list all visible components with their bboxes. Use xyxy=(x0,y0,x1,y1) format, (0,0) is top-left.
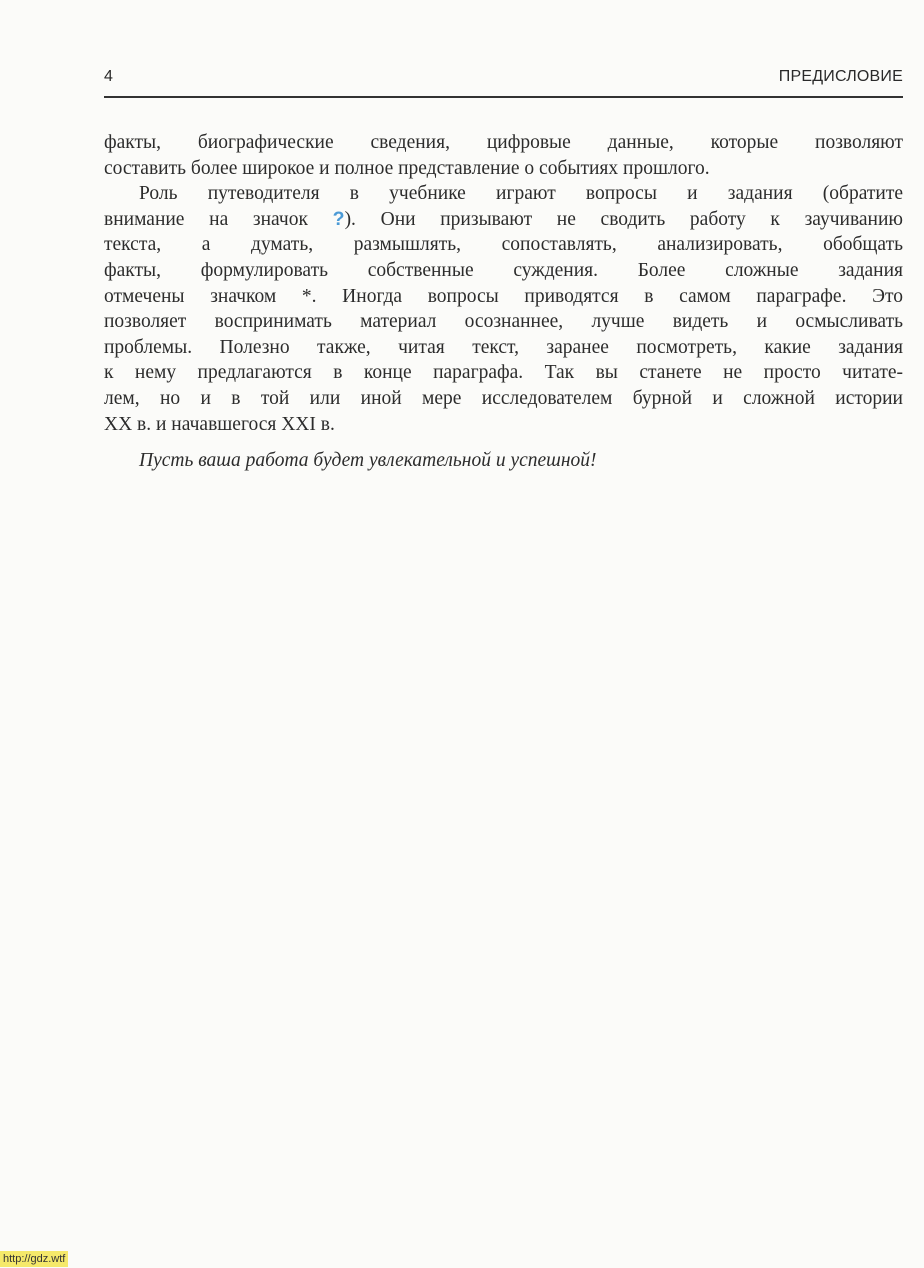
body-text xyxy=(104,130,903,474)
running-header xyxy=(104,66,903,96)
text-line xyxy=(104,207,903,233)
text-line: позволяет воспринимать материал осознаннее, лучше видеть и осмысливать xyxy=(104,311,903,333)
text-line: Роль путеводителя в учебнике играют вопросы и задания (обратите xyxy=(139,183,903,205)
text-line: проблемы. Полезно также, читая текст, заранее посмотреть, какие задания xyxy=(104,336,903,358)
text-line: факты, биографические сведения, цифровые данные, которые позволяют xyxy=(104,132,903,153)
closing-motto: Пусть ваша работа будет увлекательной и успешной! xyxy=(139,450,597,472)
page-number: 4 xyxy=(104,68,113,85)
text-line: отмечены значком *. Иногда вопросы приводятся в самом параграфе. Это xyxy=(104,285,903,307)
question-mark-icon: ? xyxy=(332,207,345,230)
text-line: текста, а думать, размышлять, сопоставлять, анализировать, обобщать xyxy=(104,234,903,256)
watermark-link[interactable]: http://gdz.wtf xyxy=(0,1251,68,1267)
text-line: XX в. и начавшегося XXI в. xyxy=(104,413,335,435)
text-fragment: ). Они призывают не сводить работу к заучиванию xyxy=(344,208,903,230)
text-line: лем, но и в той или иной мере исследователем бурной и сложной истории xyxy=(104,387,903,409)
text-line: к нему предлагаются в конце параграфа. Так вы станете не просто читате- xyxy=(104,362,903,384)
text-line: составить более широкое и полное представление о событиях прошлого. xyxy=(104,157,710,179)
section-title: ПРЕДИСЛОВИЕ xyxy=(778,68,903,85)
text-line: факты, формулировать собственные суждения. Более сложные задания xyxy=(104,259,903,281)
text-fragment: внимание на значок xyxy=(104,208,333,230)
header-rule xyxy=(104,96,903,98)
